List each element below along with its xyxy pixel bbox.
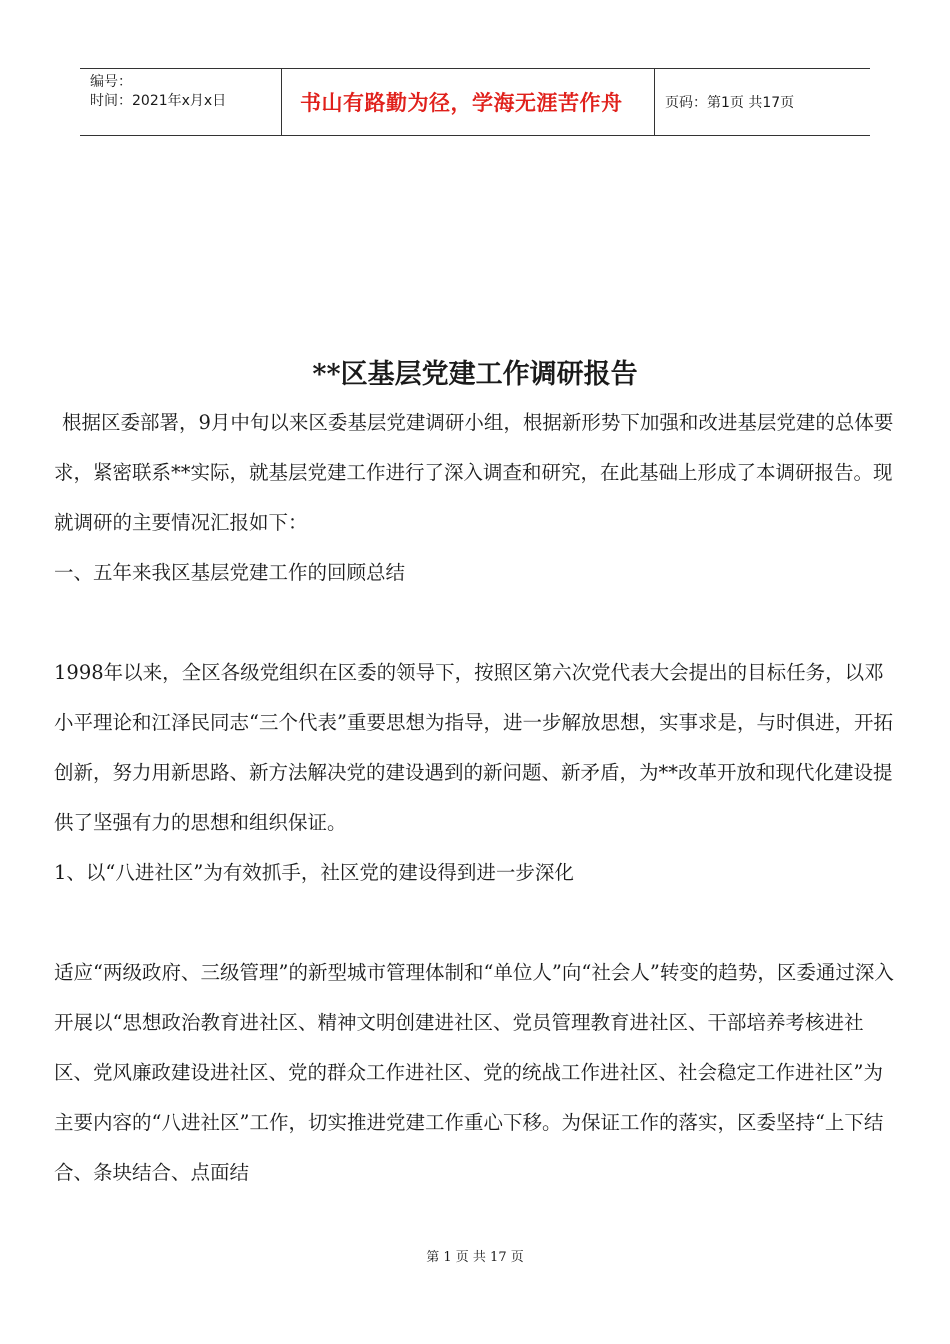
page-footer: 第 1 页 共 17 页 bbox=[426, 1250, 524, 1265]
page-info: 页码：第1页 共17页 bbox=[665, 95, 795, 111]
header-table bbox=[80, 68, 870, 136]
paragraph-community: 适应“两级政府、三级管理”的新型城市管理体制和“单位人”向“社会人”转变的趋势，区委通过深入开展以“思想政治教育进社区、精神文明创建进社区、党员管理教育进社区、干部培养考核进社区、党风廉政建设进社区、党的群众工作进社区、党的统战工作进社区、社会稳定工作进社区”为主要内容的“八进社区”工作，切实推进党建工作重心下移。为保证工作的落实，区委坚持“上下结合、条块结合、点面结 bbox=[54, 961, 894, 1184]
paragraph-intro: 根据区委部署，9月中旬以来区委基层党建调研小组，根据新形势下加强和改进基层党建的总体要求，紧密联系**实际，就基层党建工作进行了深入调查和研究，在此基础上形成了本调研报告。现就调研的主要情况汇报如下： bbox=[54, 411, 894, 534]
header-page-cell bbox=[655, 69, 870, 135]
subsection-heading-1: 1、以“八进社区”为有效抓手，社区党的建设得到进一步深化 bbox=[54, 861, 574, 884]
section-heading-1: 一、五年来我区基层党建工作的回顾总结 bbox=[54, 561, 406, 584]
document-title: **区基层党建工作调研报告 bbox=[312, 359, 638, 390]
time-label: 时间：2021年x月x日 bbox=[90, 93, 227, 109]
motto-text: 书山有路勤为径，学海无涯苦作舟 bbox=[300, 90, 623, 115]
paragraph-review: 1998年以来，全区各级党组织在区委的领导下，按照区第六次党代表大会提出的目标任务，以邓小平理论和江泽民同志“三个代表”重要思想为指导，进一步解放思想，实事求是，与时俱进，开拓创新，努力用新思路、新方法解决党的建设遇到的新问题、新矛盾，为**改革开放和现代化建设提供了坚强有力的思想和组织保证。 bbox=[54, 661, 893, 834]
header-meta-cell bbox=[80, 69, 282, 135]
header-motto-cell bbox=[282, 69, 655, 135]
number-label: 编号： bbox=[90, 74, 132, 90]
